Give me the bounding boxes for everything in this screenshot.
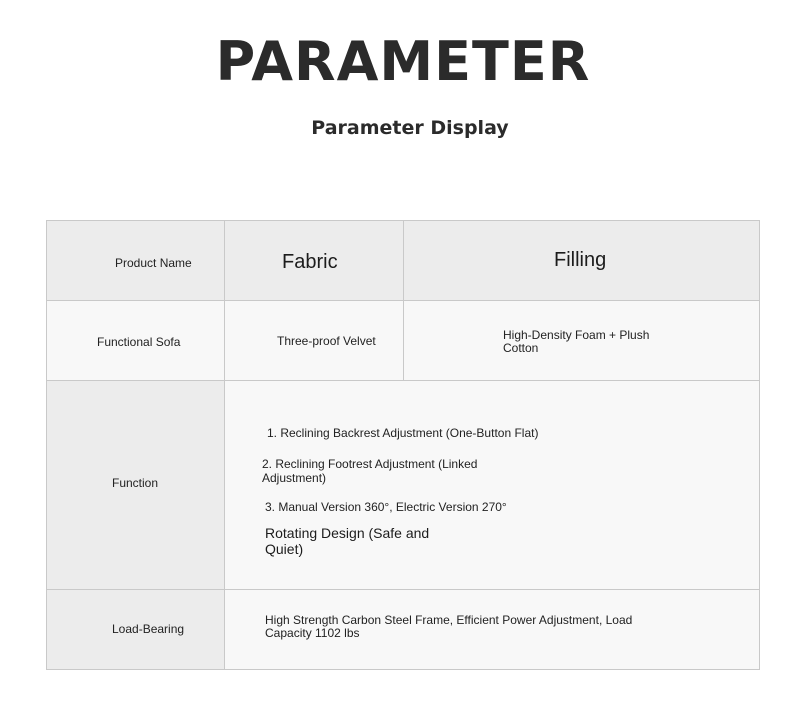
parameter-table bbox=[46, 220, 760, 670]
header-cell-filling bbox=[403, 220, 760, 301]
function-item-3-cont-line1: Rotating Design (Safe and bbox=[265, 525, 430, 541]
function-item-3-cont-line2: Quiet) bbox=[265, 541, 304, 557]
load-bearing-value-line2: Capacity 1102 lbs bbox=[265, 626, 360, 640]
header-cell-fabric bbox=[224, 220, 404, 301]
header-fabric-text: Fabric bbox=[282, 251, 338, 273]
function-label-text: Function bbox=[112, 476, 159, 490]
function-item-3: 3. Manual Version 360°, Electric Version 270° bbox=[265, 500, 507, 514]
filling-value-line2: Cotton bbox=[503, 341, 539, 355]
cell-fabric bbox=[224, 300, 404, 381]
cell-function-label bbox=[46, 380, 225, 590]
function-item-2-line1: 2. Reclining Footrest Adjustment (Linked bbox=[262, 457, 478, 471]
header-cell-product-name bbox=[46, 220, 225, 301]
product-name-value: Functional Sofa bbox=[97, 335, 181, 349]
cell-product-name bbox=[46, 300, 225, 381]
cell-filling bbox=[403, 300, 760, 381]
page-title: PARAMETER bbox=[215, 30, 591, 93]
cell-function-value bbox=[224, 380, 760, 590]
load-bearing-value-line1: High Strength Carbon Steel Frame, Efficient Power Adjustment, Load bbox=[265, 613, 633, 627]
fabric-value: Three-proof Velvet bbox=[277, 334, 376, 348]
cell-load-bearing-label bbox=[46, 589, 225, 670]
function-item-2-line2: Adjustment) bbox=[262, 471, 327, 485]
cell-load-bearing-value bbox=[224, 589, 760, 670]
function-item-1: 1. Reclining Backrest Adjustment (One-Button Flat) bbox=[267, 426, 539, 440]
page-subtitle: Parameter Display bbox=[311, 117, 509, 139]
load-bearing-label-text: Load-Bearing bbox=[112, 622, 185, 636]
header-product-name-text: Product Name bbox=[115, 256, 192, 270]
header-filling-text: Filling bbox=[554, 249, 607, 271]
filling-value-line1: High-Density Foam + Plush bbox=[503, 328, 650, 342]
